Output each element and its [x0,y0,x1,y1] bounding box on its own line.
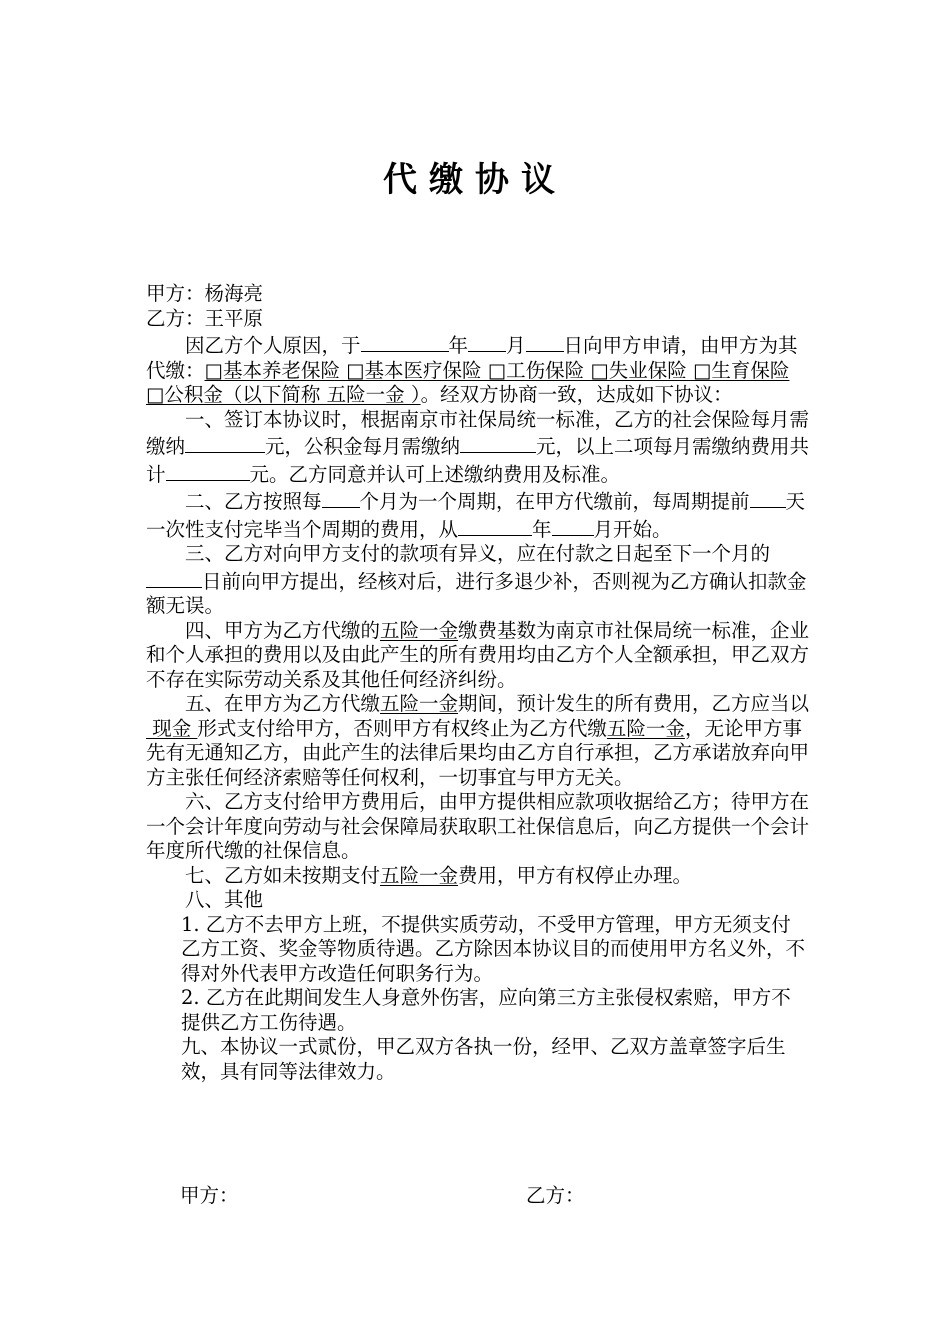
intro-text: 因乙方个人原因，于 [185,334,361,357]
clause-9: 九、本协议一式贰份，甲乙双方各执一份，经甲、乙双方盖章签字后生效，具有同等法律效力。 [181,1035,786,1083]
blank-start-year [458,515,532,536]
clause-text: 天一次性支付完毕当个周期的费用，从 [146,490,806,541]
intro-text: 。经双方协商一致，达成如下协议： [420,383,733,406]
clause-text: 元。乙方同意并认可上述缴纳费用及标准。 [249,462,621,486]
document-title: 代缴协议 [383,160,567,200]
clause-text: 七、乙方如未按期支付 [185,863,381,887]
blank-total-amount [166,460,250,481]
signature-party-a: 甲方： [180,1184,239,1207]
clause-4 [146,619,810,693]
blank-fund-amount [460,432,536,453]
clause-text: 费用，甲方有权停止办理。 [458,863,693,887]
clause-text: 个月为一个周期，在甲方代缴前，每周期提前 [359,490,750,513]
clause-text: 年 [532,517,552,541]
clause-8: 八、其他 [185,888,264,911]
clause-text: ，无论甲方事先有无通知乙方，由此产生的法律后果均由乙方自行承担，乙方承诺放弃向甲方主张任何经济索赔等任何权利，一切事宜与甲方无关。 [146,716,810,789]
signature-party-b: 乙方： [526,1184,585,1207]
intro-paragraph [146,331,810,408]
clause-text: 月开始。 [593,517,672,541]
clause-text: 元，公积金每月需缴纳 [265,435,461,458]
underlined-term: 五险一金 [380,618,459,642]
clause-8-item-2: 2. 乙方在此期间发生人身意外伤害，应向第三方主张侵权索赔，甲方不提供乙方工伤待遇。 [181,986,791,1034]
underlined-term: 五险一金 [606,716,685,740]
party-a: 甲方：杨海亮 [146,282,264,305]
blank-social-amount [185,432,265,453]
intro-text: 年 [448,334,469,357]
payment-method: 现金 [146,716,198,740]
blank-year [361,331,449,352]
clause-text: 缴费基数为南京市社保局统一标准，企业和个人承担的费用以及由此产生的所有费用均由乙方个人全额承担，甲乙双方不存在实际劳动关系及其他任何经济纠纷。 [146,618,810,691]
blank-day [526,331,564,352]
underlined-term: 五险一金 [380,692,459,715]
document-body [146,282,810,1084]
intro-text: 日向甲方申请，由甲方为其代缴： [146,334,798,382]
clause-7 [146,864,810,889]
blank-day-limit [146,567,202,588]
blank-days [750,487,786,508]
clause-text: 元，以上二项每月需缴纳费用共计 [146,435,810,486]
clause-text: 日前向甲方提出，经核对后，进行多退少补，否则视为乙方确认扣款金额无误。 [146,569,807,617]
insurance-checklist: □基本养老保险 □基本医疗保险 □工伤保险 □失业保险 □生育保险 □公积金（以下简称 五险一金 ） [146,358,790,406]
blank-month [468,331,506,352]
clause-2 [146,487,810,542]
blank-start-month [552,515,594,536]
intro-text: 月 [506,334,526,357]
blank-cycle [322,487,360,508]
clause-text: 四、甲方为乙方代缴的 [185,618,381,642]
underlined-term: 五险一金 [380,863,459,887]
clause-6: 六、乙方支付给甲方费用后，由甲方提供相应款项收据给乙方；待甲方在一个会计年度向劳动与社会保障局获取职工社保信息后，向乙方提供一个会计年度所代缴的社保信息。 [146,790,810,862]
party-b: 乙方：王平原 [146,306,264,330]
clause-text: 一、签订本协议时，根据南京市社保局统一标准，乙方的社会保险每月需缴纳 [146,407,810,458]
clause-3 [146,542,810,619]
clause-text: 三、乙方对向甲方支付的款项有异义，应在付款之日起至下一个月的 [185,542,771,565]
clause-5 [146,692,810,790]
clause-text: 五、在甲方为乙方代缴 [185,692,381,715]
clause-1 [146,408,810,488]
clause-text: 二、乙方按照每 [185,490,322,513]
clause-text: 期间，预计发生的所有费用，乙方应当以 [458,692,810,715]
clause-text: 形式支付给甲方，否则甲方有权终止为乙方代缴 [197,716,607,740]
clause-8-item-1: 1. 乙方不去甲方上班，不提供实质劳动，不受甲方管理，甲方无须支付乙方工资、奖金等物质待遇。乙方除因本协议目的而使用甲方名义外，不得对外代表甲方改造任何职务行为。 [181,912,806,985]
